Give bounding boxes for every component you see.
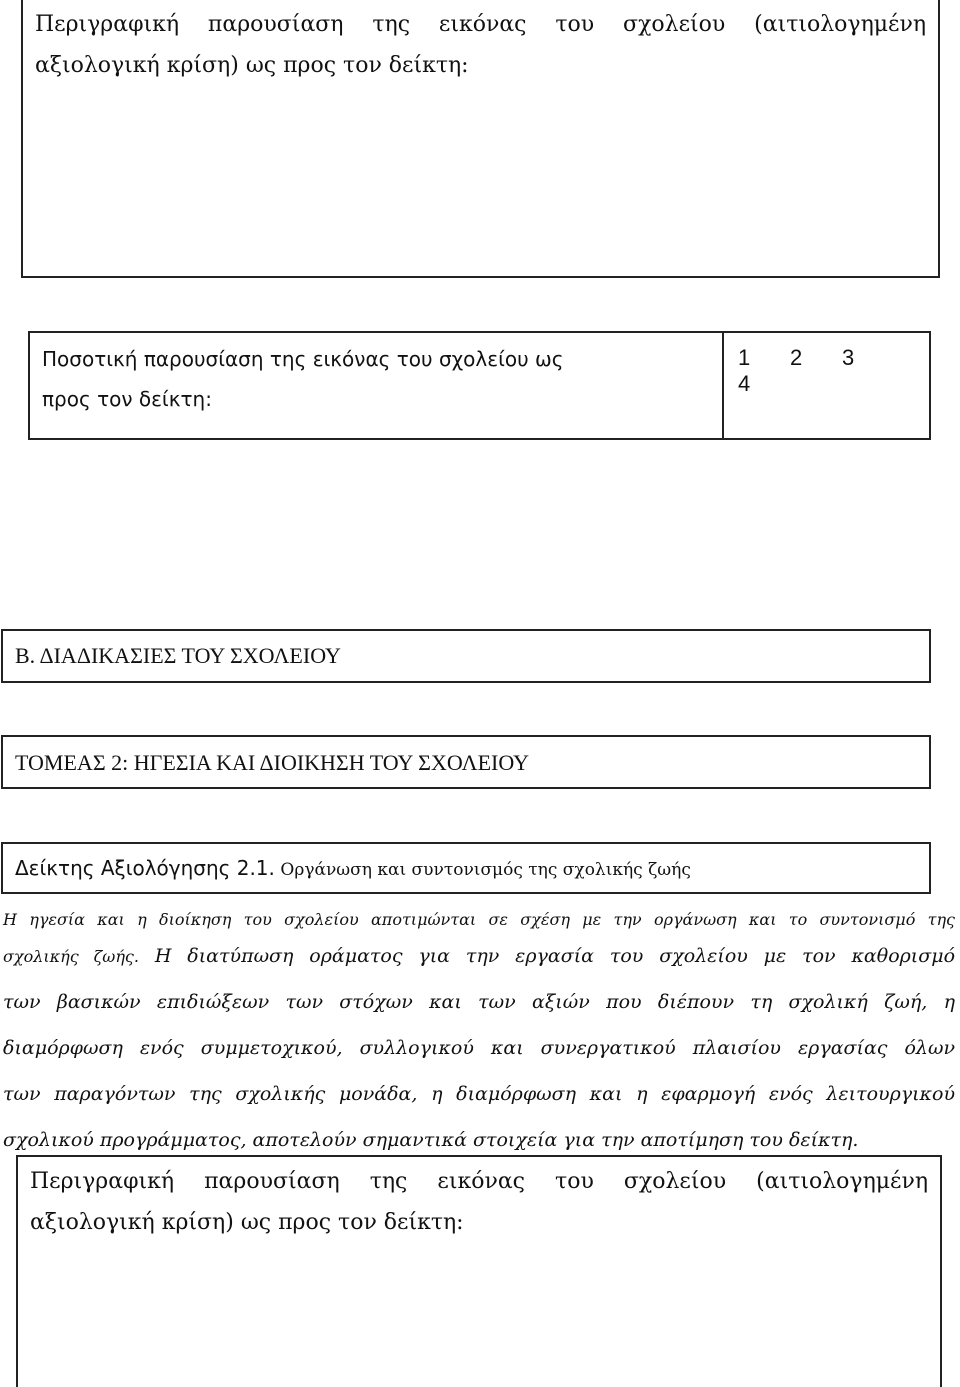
rating-scale	[738, 345, 929, 397]
indicator-label: Δείκτης Αξιολόγησης 2.1.	[15, 856, 275, 880]
rating-option-4[interactable]: 4	[738, 371, 751, 396]
label-line-2: αξιολογική κρίση) ως προς τον δείκτη:	[35, 53, 469, 78]
indicator-title-row	[15, 855, 691, 881]
rating-option-1[interactable]: 1	[738, 345, 751, 370]
description-line-5: των παραγόντων της σχολικής μονάδα, η διαμόρφωση και η εφαρμογή ενός λειτουργικού	[3, 1083, 955, 1105]
quantitative-rating-label	[42, 339, 682, 419]
rating-option-3[interactable]: 3	[842, 345, 855, 370]
qualitative-description-label	[30, 1161, 928, 1243]
description-line-2-end: Η διατύπωση οράματος για την εργασία του σχολείου με τον καθορισμό	[154, 945, 956, 967]
label-line-1: Περιγραφική παρουσίαση της εικόνας του σχολείου (αιτιολογημένη	[30, 1169, 928, 1194]
label-line-1: Ποσοτική παρουσίαση της εικόνας του σχολείου ως	[42, 347, 564, 371]
label-line-1: Περιγραφική παρουσίαση της εικόνας του σχολείου (αιτιολογημένη	[35, 12, 926, 37]
sector-title: ΤΟΜΕΑΣ 2: ΗΓΕΣΙΑ ΚΑΙ ΔΙΟΙΚΗΣΗ ΤΟΥ ΣΧΟΛΕΙΟΥ	[15, 750, 530, 775]
indicator-header	[1, 842, 931, 894]
description-line-1: Η ηγεσία και η διοίκηση του σχολείου αποτιμώνται σε σχέση με την οργάνωση και το συντονισμό της	[3, 910, 955, 929]
description-line-2	[3, 945, 955, 967]
description-line-2-start: σχολικής ζωής.	[3, 947, 139, 966]
indicator-title: Οργάνωση και συντονισμός της σχολικής ζωής	[280, 860, 691, 880]
qualitative-description-box-bottom[interactable]	[16, 1155, 942, 1387]
quantitative-rating-box	[28, 331, 931, 440]
sector-header	[1, 735, 931, 789]
rating-option-2[interactable]: 2	[790, 345, 803, 370]
description-line-4: διαμόρφωση ενός συμμετοχικού, συλλογικού και συνεργατικού πλαισίου εργασίας όλων	[3, 1037, 955, 1059]
section-b-title: Β. ΔΙΑΔΙΚΑΣΙΕΣ ΤΟΥ ΣΧΟΛΕΙΟΥ	[15, 643, 341, 668]
qualitative-description-label	[35, 4, 926, 86]
label-line-2: αξιολογική κρίση) ως προς τον δείκτη:	[30, 1210, 464, 1235]
section-b-header	[1, 629, 931, 683]
label-line-2: προς τον δείκτη:	[42, 387, 212, 411]
description-line-3: των βασικών επιδιώξεων των στόχων και των αξιών που διέπουν τη σχολική ζωή, η	[3, 991, 955, 1013]
description-line-6: σχολικού προγράμματος, αποτελούν σημαντικά στοιχεία για την αποτίμηση του δείκτη.	[3, 1129, 859, 1151]
rating-divider	[722, 333, 724, 438]
qualitative-description-box-top	[21, 0, 940, 278]
